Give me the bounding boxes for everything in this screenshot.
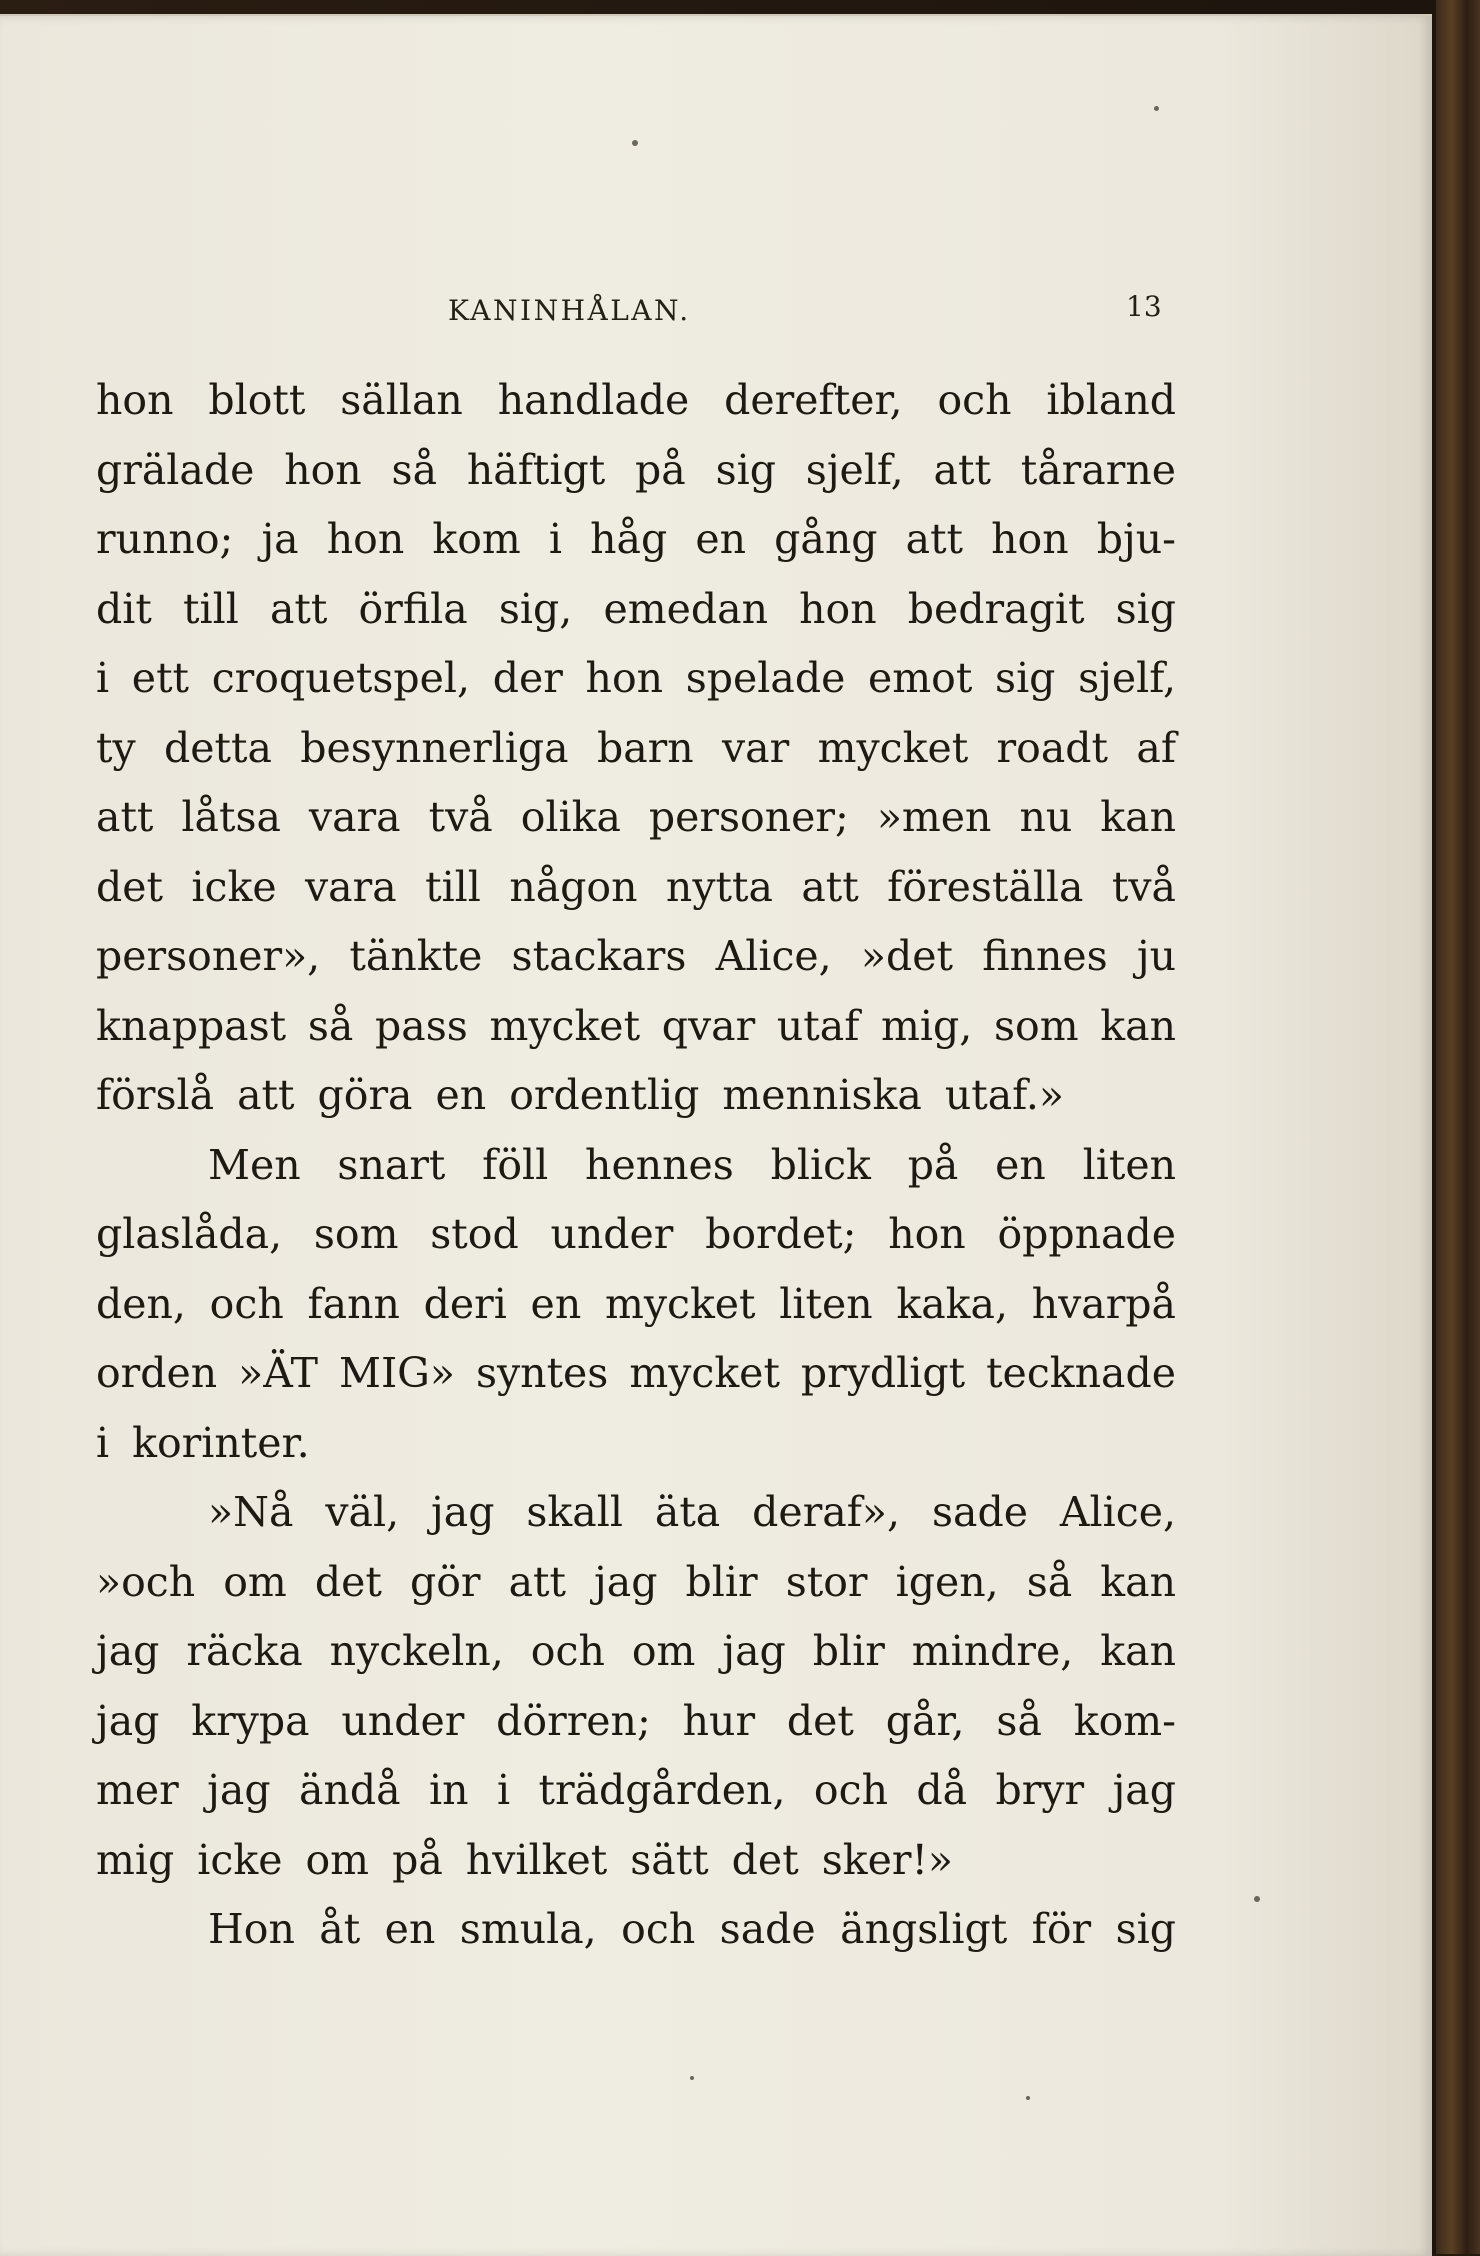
- book-page: [0, 14, 1432, 2256]
- text-line: mig icke om på hvilket sätt det sker!»: [96, 1835, 954, 1884]
- paper-speck: [1026, 2096, 1030, 2100]
- text-line: jag krypa under dörren; hur det går, så kom-: [96, 1696, 1176, 1745]
- text-line: grälade hon så häftigt på sig sjelf, att tårarne: [96, 445, 1176, 494]
- text-line: förslå att göra en ordentlig menniska utaf.»: [96, 1071, 1064, 1119]
- paper-speck: [1154, 106, 1159, 111]
- text-line: ty detta besynnerliga barn var mycket roadt af: [96, 723, 1176, 772]
- page-header: [0, 286, 1432, 336]
- text-line: i korinter.: [96, 1418, 310, 1467]
- text-line: knappast så pass mycket qvar utaf mig, som kan: [96, 1001, 1176, 1050]
- text-line: hon blott sällan handlade derefter, och ibland: [96, 376, 1176, 424]
- text-line: mer jag ändå in i trädgården, och då bryr jag: [96, 1766, 1176, 1814]
- text-line: Men snart föll hennes blick på en liten: [208, 1140, 1176, 1189]
- running-head: KANINHÅLAN.: [448, 294, 691, 327]
- text-line: orden »ÄT MIG» syntes mycket prydligt tecknade: [96, 1349, 1176, 1397]
- text-line: »Nå väl, jag skall äta deraf», sade Alice,: [208, 1488, 1176, 1536]
- page-number: 13: [1126, 290, 1162, 323]
- text-line: dit till att örfila sig, emedan hon bedragit sig: [96, 584, 1176, 633]
- paper-speck: [1254, 1896, 1260, 1902]
- text-line: i ett croquetspel, der hon spelade emot sig sjelf,: [96, 654, 1176, 702]
- text-line: att låtsa vara två olika personer; »men nu kan: [96, 793, 1176, 841]
- text-line: »och om det gör att jag blir stor igen, så kan: [96, 1557, 1176, 1606]
- text-line: runno; ja hon kom i håg en gång att hon bju-: [96, 515, 1176, 563]
- text-line: glaslåda, som stod under bordet; hon öppnade: [96, 1210, 1176, 1258]
- text-line: jag räcka nyckeln, och om jag blir mindre, kan: [96, 1627, 1176, 1675]
- body-text: [96, 366, 1176, 1965]
- text-line: det icke vara till någon nytta att föreställa två: [96, 862, 1176, 911]
- text-line: Hon åt en smula, och sade ängsligt för sig: [208, 1905, 1176, 1953]
- book-cover-edge: [1436, 0, 1480, 2254]
- paper-speck: [632, 140, 638, 146]
- paper-speck: [690, 2076, 694, 2080]
- text-line: den, och fann deri en mycket liten kaka, hvarpå: [96, 1279, 1176, 1328]
- text-line: personer», tänkte stackars Alice, »det finnes ju: [96, 932, 1176, 980]
